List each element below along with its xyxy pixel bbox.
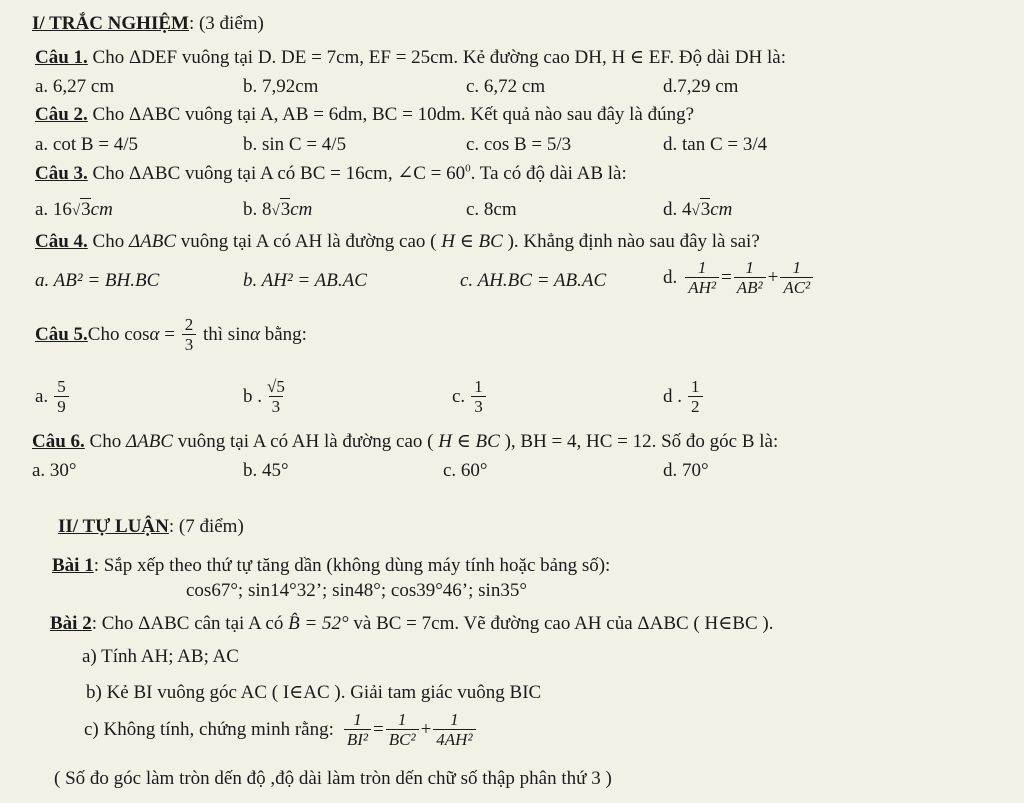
question-6-label: Câu 6.: [32, 431, 85, 452]
q5-c-den: 3: [471, 396, 486, 416]
question-2-text: Cho ΔABC vuông tại A, AB = 6dm, BC = 10dm. Kết quả nào sau đây là đúng?: [87, 104, 695, 125]
exercise-2-den-2: BC²: [386, 729, 419, 749]
q4-d-num-1: 1: [697, 258, 707, 277]
question-3-degree: 0: [465, 162, 471, 175]
question-6-triangle: ΔABC: [125, 431, 174, 452]
q3-option-d: d. 4√3cm: [663, 199, 733, 220]
exercise-1-list: cos67°; sin14°32’; sin48°; cos39°46’; sin35°: [186, 580, 527, 601]
section-1-title: [32, 13, 264, 35]
question-4-text-2: vuông tại A có AH là đường cao (: [176, 231, 442, 252]
question-6: [32, 431, 778, 453]
q6-option-c: c. 60°: [443, 460, 488, 481]
exercise-2-frac-3: [433, 710, 475, 749]
q5-a-frac: [54, 377, 69, 416]
question-1-label: Câu 1.: [35, 47, 88, 68]
q5-d-frac: [688, 377, 703, 416]
q5-d-den: 2: [688, 396, 703, 416]
exercise-2-text-1: : Cho ΔABC cân tại A có: [91, 613, 289, 634]
question-2-label: Câu 2.: [35, 104, 88, 125]
q6-option-b: b. 45°: [243, 460, 289, 481]
q3-d-pre: d. 4: [663, 199, 692, 220]
q4-option-a: a. AB² = BH.BC: [35, 270, 160, 291]
question-4-label: Câu 4.: [35, 231, 88, 252]
exercise-2-part-c-text: c) Không tính, chứng minh rằng:: [84, 718, 334, 740]
question-5-text-1: Cho cos: [87, 323, 150, 345]
q6-option-d: d. 70°: [663, 460, 709, 481]
q5-d-label: d .: [663, 385, 682, 407]
q4-d-den-1: AH²: [685, 277, 719, 297]
exercise-2-angle: B̂ = 52°: [288, 613, 349, 634]
question-6-text-1: Cho: [84, 431, 126, 452]
exercise-2-frac-2: [386, 710, 419, 749]
q5-option-a: [35, 377, 71, 416]
q4-d-den-3: AC²: [780, 277, 813, 297]
section-2-heading: II/ TỰ LUẬN: [58, 516, 169, 537]
question-3-label: Câu 3.: [35, 163, 88, 184]
question-5-frac: [182, 315, 197, 354]
q4-d-num-3: 1: [792, 258, 801, 277]
exercise-1: [52, 555, 610, 577]
question-5-label: Câu 5.: [35, 323, 88, 345]
q3-a-pre: a. 16: [35, 199, 72, 220]
question-4-text-1: Cho: [87, 231, 129, 252]
q5-c-frac: [471, 377, 486, 416]
exercise-2-num-2: 1: [397, 710, 407, 729]
question-1: [35, 47, 786, 69]
question-2: [35, 104, 694, 126]
exercise-2-part-b: b) Kẻ BI vuông góc AC ( I∈AC ). Giải tam giác vuông BIC: [86, 682, 542, 703]
q4-d-frac-3: [780, 258, 813, 297]
q5-a-label: a.: [35, 385, 49, 407]
question-6-text-2: vuông tại A có AH là đường cao (: [173, 431, 439, 452]
rounding-note: ( Số đo góc làm tròn dến độ ,độ dài làm tròn dến chữ số thập phân thứ 3 ): [54, 768, 612, 789]
exercise-2: [50, 613, 773, 635]
q4-option-c: c. AH.BC = AB.AC: [460, 270, 607, 291]
exercise-1-text: : Sắp xếp theo thứ tự tăng dần (không dùng máy tính hoặc bảng số):: [93, 555, 611, 576]
question-5-eq: =: [159, 323, 180, 345]
question-5-alpha-2: α: [249, 323, 260, 345]
question-3-text-2: . Ta có độ dài AB là:: [470, 163, 627, 184]
q3-b-unit: cm: [290, 199, 313, 220]
q5-a-den: 9: [54, 396, 69, 416]
q4-option-d: d. $\frac{1}{\text{AH²}}$ = $\frac{1}{\text{AB²}}$ + $\frac{1}{\text{AC²}}$: [663, 258, 815, 297]
exercise-2-frac-1: [344, 710, 371, 749]
question-4: [35, 231, 760, 253]
q3-b-rad: 3: [280, 199, 291, 220]
q5-b-den: 3: [269, 396, 284, 416]
q3-option-c: c. 8cm: [466, 199, 517, 220]
exercise-2-num-1: 1: [353, 710, 362, 729]
exercise-2-part-a: a) Tính AH; AB; AC: [82, 646, 239, 667]
question-3: [35, 163, 627, 185]
q1-option-c: c. 6,72 cm: [466, 76, 546, 97]
q4-d-num-2: 1: [745, 258, 754, 277]
q5-b-label: b .: [243, 385, 262, 407]
q5-option-d: [663, 377, 705, 416]
question-4-text-3: ). Khẳng định nào sau đây là sai?: [502, 231, 760, 252]
q5-b-frac: [264, 377, 288, 416]
q3-d-rad: 3: [700, 199, 711, 220]
q5-option-c: [452, 377, 488, 416]
question-5-alpha: α: [149, 323, 160, 345]
question-4-condition: H ∈ BC: [441, 231, 503, 252]
section-2-points: : (7 điểm): [168, 516, 244, 537]
q5-option-b: [243, 377, 290, 416]
exercise-2-label: Bài 2: [50, 613, 92, 634]
q3-b-pre: b. 8: [243, 199, 272, 220]
q2-option-c: c. cos B = 5/3: [466, 134, 572, 155]
question-5-num: 2: [184, 315, 194, 334]
q4-d-den-2: AB²: [734, 277, 766, 297]
q3-a-unit: cm: [90, 199, 113, 220]
exercise-2-den-1: BI²: [344, 729, 371, 749]
exercise-2-den-3: 4AH²: [433, 729, 475, 749]
q5-c-label: c.: [452, 385, 466, 407]
exercise-1-label: Bài 1: [52, 555, 94, 576]
q2-option-a: a. cot B = 4/5: [35, 134, 139, 155]
q2-option-b: b. sin C = 4/5: [243, 134, 347, 155]
q1-option-a: a. 6,27 cm: [35, 76, 115, 97]
q2-option-d: d. tan C = 3/4: [663, 134, 768, 155]
q3-a-rad: 3: [81, 199, 91, 220]
question-5-text-3: bằng:: [259, 323, 307, 345]
section-1-points: : (3 điểm): [188, 13, 264, 34]
question-1-text: Cho ΔDEF vuông tại D. DE = 7cm, EF = 25cm. Kẻ đường cao DH, H ∈ EF. Độ dài DH là:: [87, 47, 787, 68]
q3-option-a: a. 16√3cm: [35, 199, 113, 220]
q4-d-frac-1: [685, 258, 719, 297]
question-5: [35, 315, 307, 354]
question-6-text-3: ), BH = 4, HC = 12. Số đo góc B là:: [499, 431, 779, 452]
q5-a-num: 5: [57, 377, 66, 396]
question-5-text-2: thì sin: [198, 323, 250, 345]
q5-b-num: √5: [267, 377, 285, 396]
q4-option-b: b. AH² = AB.AC: [243, 270, 367, 291]
q1-option-b: b. 7,92cm: [243, 76, 319, 97]
q3-d-unit: cm: [710, 199, 733, 220]
exercise-2-num-3: 1: [450, 710, 459, 729]
section-2-title: [58, 516, 244, 538]
q3-option-b: b. 8√3cm: [243, 199, 313, 220]
question-5-den: 3: [182, 334, 197, 354]
q4-d-frac-2: [734, 258, 766, 297]
section-1-heading: I/ TRẮC NGHIỆM: [32, 13, 189, 34]
question-3-text-1: Cho ΔABC vuông tại A có BC = 16cm, ∠C = 60: [87, 163, 466, 184]
q6-option-a: a. 30°: [32, 460, 77, 481]
q5-c-num: 1: [474, 377, 483, 396]
exercise-2-text-2: và BC = 7cm. Vẽ đường cao AH của ΔABC ( H∈BC ).: [348, 613, 774, 634]
question-4-triangle: ΔABC: [128, 231, 177, 252]
question-6-condition: H ∈ BC: [438, 431, 500, 452]
exercise-2-part-c: c) Không tính, chứng minh rằng: $\frac{1}{\text{BI²}}$ = $\frac{1}{\text{BC²}}$ + $\frac{1}{\text{4AH²}}$: [84, 710, 478, 749]
q5-d-num: 1: [691, 377, 700, 396]
q1-option-d: d.7,29 cm: [663, 76, 739, 97]
q4-d-label: d.: [663, 266, 678, 288]
